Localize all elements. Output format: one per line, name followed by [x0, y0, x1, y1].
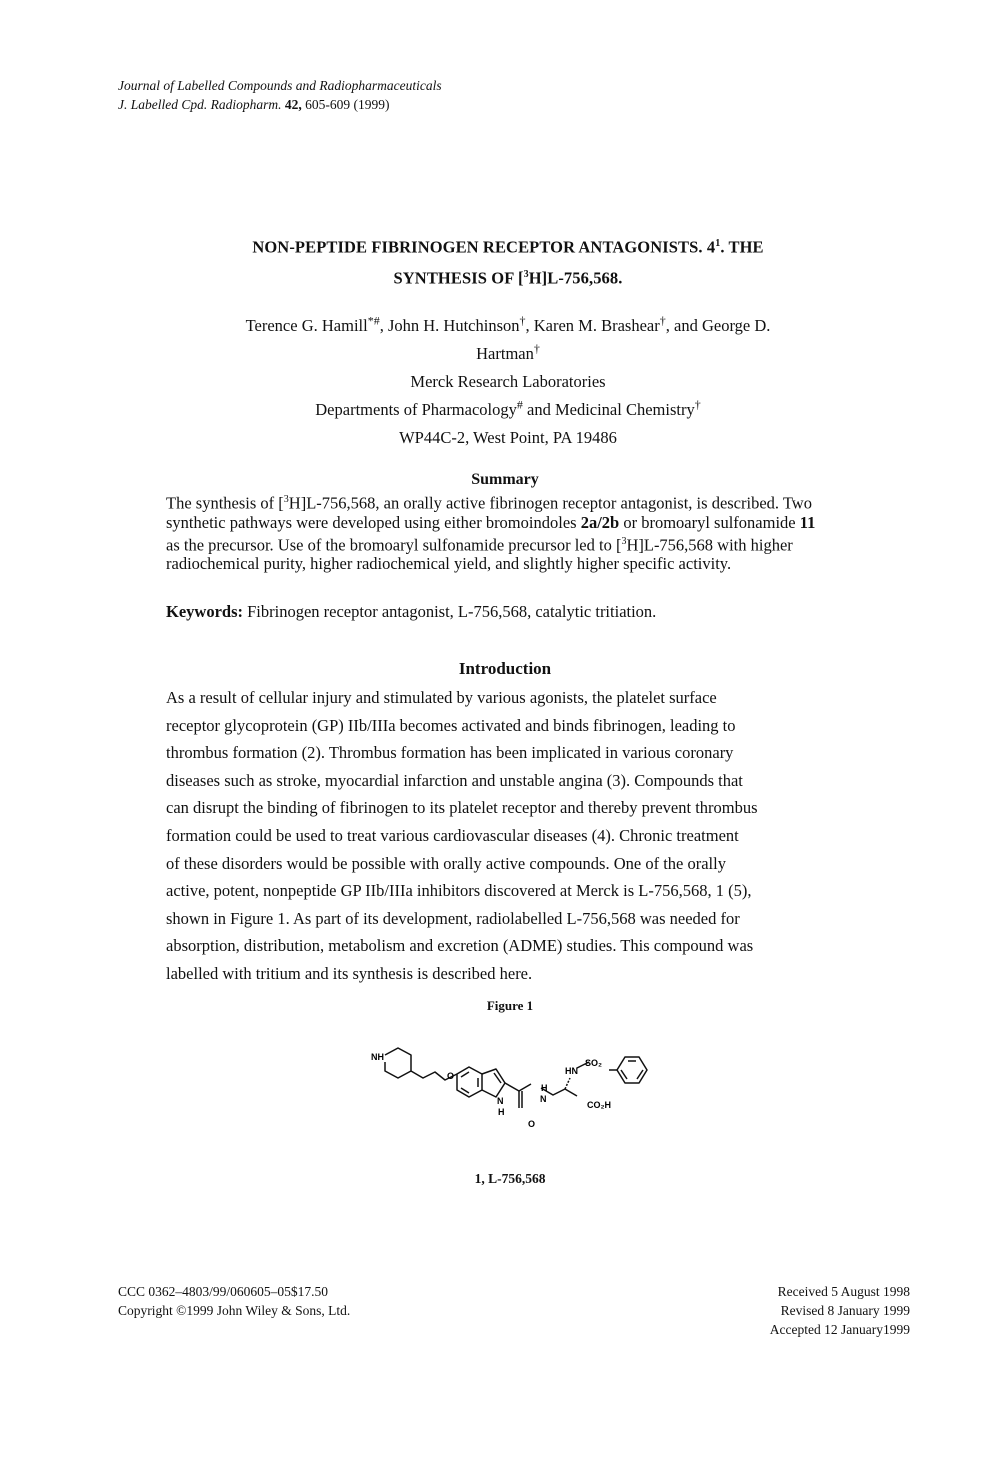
- title-line-2: [150, 261, 866, 292]
- paper-title: [150, 230, 866, 291]
- dept-medchem: and Medicinal Chemistry: [522, 400, 695, 419]
- accepted-date: Accepted 12 January1999: [769, 1322, 910, 1337]
- author-2-mark: †: [519, 313, 526, 328]
- title-line-1-text: NON-PEPTIDE FIBRINOGEN RECEPTOR ANTAGONISTS. 4: [252, 237, 716, 257]
- title-line-2-post: H]L-756,568.: [528, 268, 623, 287]
- intro-line: labelled with tritium and its synthesis is described here.: [166, 963, 533, 983]
- address: WP44C-2, West Point, PA 19486: [399, 428, 617, 447]
- summary-text: [166, 490, 816, 573]
- summary-part-5: H]L-756,568 with higher radiochemical purity, higher radiochemical yield, and slightly higher specific activity.: [166, 535, 793, 573]
- atom-so2: SO₂: [585, 1058, 603, 1068]
- atom-h-indole: H: [498, 1107, 505, 1117]
- atom-nh-piperidine: NH: [371, 1052, 384, 1062]
- dept-mark-2: †: [694, 397, 701, 412]
- author-1-mark: *#: [367, 313, 380, 328]
- author-3: , Karen M. Brashear: [525, 316, 660, 335]
- intro-line: of these disorders would be possible with orally active compounds. One of the orally: [166, 853, 726, 873]
- intro-line: As a result of cellular injury and stimulated by various agonists, the platelet surface: [166, 688, 717, 707]
- intro-line: thrombus formation (2). Thrombus formation has been implicated in various coronary: [166, 743, 734, 763]
- keywords-text: Fibrinogen receptor antagonist, L-756,568, catalytic tritiation.: [247, 602, 657, 621]
- author-names-cont: [150, 340, 866, 368]
- atom-hn-sulfonamide: HN: [565, 1066, 578, 1076]
- title-line-2-pre: SYNTHESIS OF [: [393, 268, 524, 287]
- atom-o-ether: O: [447, 1071, 455, 1081]
- title-sup-3: 3: [523, 268, 529, 280]
- intro-line: diseases such as stroke, myocardial infarction and unstable angina (3). Compounds that: [166, 770, 743, 790]
- summary-part-3: or bromoaryl sulfonamide: [619, 512, 800, 532]
- footer-left: [118, 1282, 350, 1320]
- title-line-1: [150, 230, 866, 261]
- intro-line: receptor glycoprotein (GP) IIb/IIIa becomes activated and binds fibrinogen, leading to: [166, 715, 736, 735]
- departments: [150, 396, 866, 424]
- author-4: , and George D.: [665, 316, 771, 335]
- journal-cite-abbrev: J. Labelled Cpd. Radiopharm.: [118, 97, 282, 112]
- summary-compound-11: 11: [799, 512, 816, 532]
- intro-line: absorption, distribution, metabolism and excretion (ADME) studies. This compound was: [166, 936, 754, 956]
- author-names: [150, 312, 866, 340]
- journal-cite-pages: 605-609 (1999): [305, 97, 390, 112]
- summary-heading: Summary: [471, 471, 539, 488]
- piperidine-ring: [385, 1048, 411, 1078]
- summary-sup-1: 3: [283, 494, 289, 505]
- summary-compound-2a2b: 2a/2b: [580, 512, 620, 532]
- keywords-label: Keywords:: [166, 602, 243, 621]
- summary-part-4: as the precursor. Use of the bromoaryl sulfonamide precursor led to [: [166, 535, 622, 554]
- journal-header: [118, 76, 442, 114]
- author-3-mark: †: [659, 313, 666, 328]
- atom-co2h: CO₂H: [587, 1100, 611, 1110]
- organization: Merck Research Laboratories: [410, 372, 606, 391]
- atom-h-amide: H: [541, 1083, 548, 1093]
- amide-chain: [505, 1083, 531, 1091]
- figure-label: Figure 1: [486, 998, 534, 1013]
- revised-date: Revised 8 January 1999: [780, 1303, 910, 1318]
- author-block: [150, 312, 866, 452]
- title-sup-1: 1: [715, 238, 721, 249]
- journal-citation: [118, 95, 442, 114]
- compound-label: 1, L-756,568: [474, 1171, 546, 1186]
- keywords: [166, 602, 846, 622]
- intro-line: formation could be used to treat various cardiovascular diseases (4). Chronic treatment: [166, 825, 739, 845]
- introduction-heading: Introduction: [458, 659, 552, 678]
- author-4-surname: Hartman: [476, 344, 534, 363]
- footer-dates: [770, 1282, 910, 1339]
- received-date: Received 5 August 1998: [777, 1284, 910, 1299]
- journal-name: Journal of Labelled Compounds and Radiopharmaceuticals: [118, 78, 442, 93]
- author-1: Terence G. Hamill: [245, 316, 368, 335]
- ccc-code: CCC 0362–4803/99/060605–05$17.50: [118, 1284, 329, 1299]
- title-line-1-end: . THE: [720, 237, 764, 257]
- indole-pyrrole-ring: [482, 1069, 505, 1097]
- summary-part-2: H]L-756,568, an orally active fibrinogen receptor antagonist, is described. Two synthetic pathways were developed using either bromoindoles: [166, 493, 812, 532]
- intro-line: can disrupt the binding of fibrinogen to its platelet receptor and thereby prevent thrombus: [166, 798, 758, 818]
- atom-n-indole: N: [497, 1096, 504, 1106]
- atom-n-amide: N: [540, 1094, 547, 1104]
- atom-o-carbonyl: O: [528, 1119, 536, 1129]
- journal-cite-volume: 42,: [284, 97, 302, 112]
- dept-pharmacology: Departments of Pharmacology: [315, 400, 517, 419]
- summary-part-1: The synthesis of [: [166, 493, 284, 513]
- chemical-structure-l756568: [365, 1038, 655, 1138]
- author-2: , John H. Hutchinson: [379, 316, 520, 335]
- summary-sup-2: 3: [621, 535, 627, 547]
- intro-line: shown in Figure 1. As part of its development, radiolabelled L-756,568 was needed for: [166, 908, 740, 928]
- introduction-body: [166, 684, 856, 988]
- dept-mark-1: #: [516, 397, 523, 412]
- author-4-mark: †: [533, 341, 540, 356]
- copyright: Copyright ©1999 John Wiley & Sons, Ltd.: [118, 1303, 351, 1318]
- intro-line: active, potent, nonpeptide GP IIb/IIIa inhibitors discovered at Merck is L-756,568, 1 (5),: [166, 881, 752, 901]
